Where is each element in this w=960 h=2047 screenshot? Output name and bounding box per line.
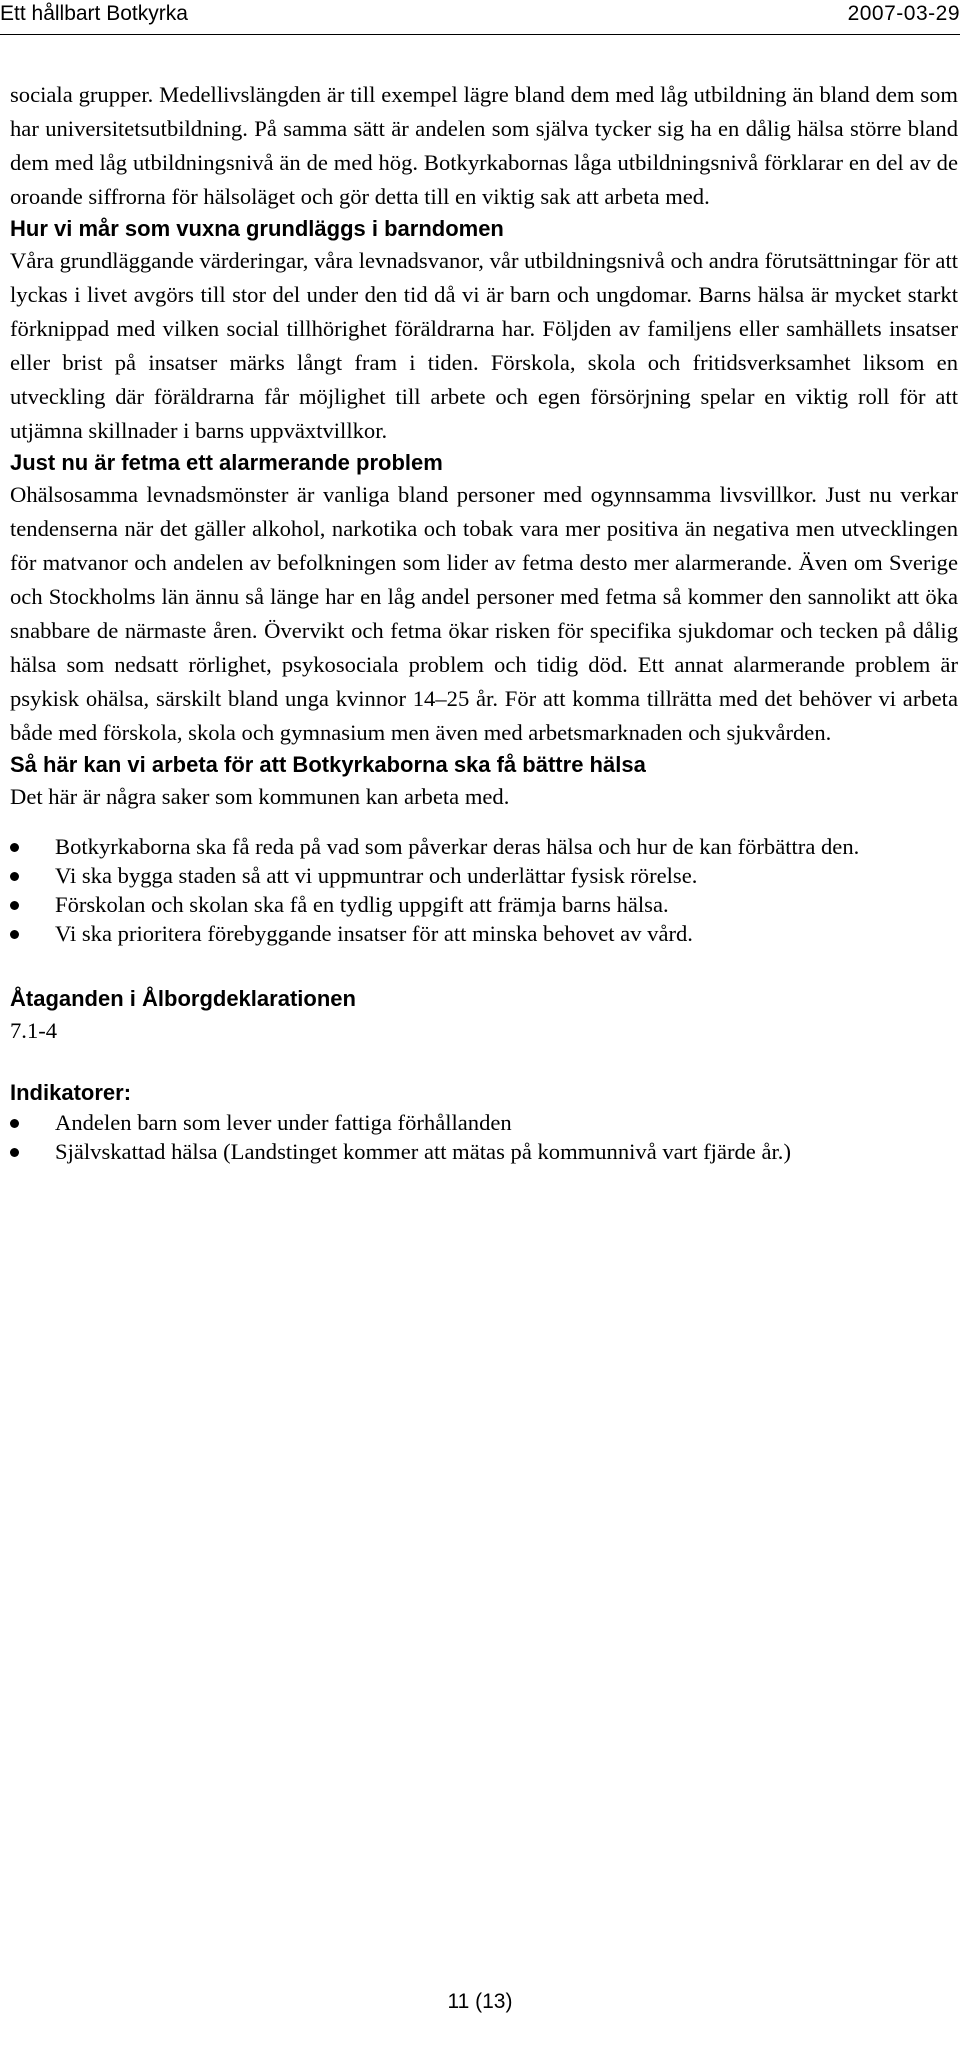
intro-paragraph: sociala grupper. Medellivslängden är till exempel lägre bland dem med låg utbildning än bland dem som har universitetsutbildning. På samma sätt är andelen som själva tycker sig ha en dålig hälsa större bland dem med låg utbildningsnivå än de med hög. Botkyrkabornas låga utbildningsnivå förklarar en del av de oroande siffrorna för hälsoläget och gör detta till en viktig sak att arbeta med. — [10, 82, 958, 209]
list-item — [10, 1137, 958, 1166]
list-item-text: Botkyrkaborna ska få reda på vad som påverkar deras hälsa och hur de kan förbättra den. — [55, 834, 860, 859]
list-item-text: Vi ska prioritera förebyggande insatser för att minska behovet av vård. — [55, 921, 693, 946]
list-item — [10, 890, 958, 919]
section-heading-obesity: Just nu är fetma ett alarmerande problem — [10, 450, 443, 475]
section-paragraph-childhood: Våra grundläggande värderingar, våra levnadsvanor, vår utbildningsnivå och andra förutsättningar för att lyckas i livet avgörs till stor del under den tid då vi är barn och ungdomar. Barns hälsa är mycket starkt förknippad med vilken social tillhörighet föräldrarna har. Följden av familjens eller samhällets insatser eller brist på insatser märks långt fram i tiden. Förskola, skola och fritidsverksamhet liksom en utveckling där föräldrarna får möjlighet till arbete och egen försörjning spelar en viktig roll för att utjämna skillnader i barns uppväxtvillkor. — [10, 248, 958, 443]
list-item — [10, 861, 958, 890]
list-item — [10, 832, 958, 861]
header-divider — [0, 34, 960, 35]
page-number: 11 (13) — [447, 1990, 513, 2013]
work-intro: Det här är några saker som kommunen kan arbeta med. — [10, 784, 510, 809]
section-heading-work: Så här kan vi arbeta för att Botkyrkaborna ska få bättre hälsa — [10, 752, 646, 777]
page-header — [0, 0, 960, 32]
bullet-icon — [10, 872, 19, 881]
bullet-icon — [10, 901, 19, 910]
section-heading-childhood: Hur vi mår som vuxna grundläggs i barndomen — [10, 216, 504, 241]
list-item-text: Självskattad hälsa (Landstinget kommer att mätas på kommunnivå vart fjärde år.) — [55, 1139, 791, 1164]
bullet-icon — [10, 843, 19, 852]
list-item — [10, 1108, 958, 1137]
section-paragraph-obesity: Ohälsosamma levnadsmönster är vanliga bland personer med ogynnsamma livsvillkor. Just nu verkar tendenserna när det gäller alkohol, narkotika och tobak vara mer positiva än negativa men utvecklingen för matvanor och andelen av befolkningen som lider av fetma desto mer alarmerande. Även om Sverige och Stockholms län ännu så länge har en låg andel personer med fetma så kommer den sannolikt att öka snabbare de närmaste åren. Övervikt och fetma ökar risken för specifika sjukdomar och tecken på dålig hälsa som nedsatt rörlighet, psykosociala problem och tidig död. Ett annat alarmerande problem är psykisk ohälsa, särskilt bland unga kvinnor 14–25 år. För att komma tillrätta med det behöver vi arbeta både med förskola, skola och gymnasium men även med arbetsmarknaden och sjukvården. — [10, 482, 958, 745]
list-item-text: Förskolan och skolan ska få en tydlig uppgift att främja barns hälsa. — [55, 892, 669, 917]
bullet-icon — [10, 1119, 19, 1128]
document-body — [10, 78, 958, 1166]
work-list — [10, 832, 958, 948]
bullet-icon — [10, 930, 19, 939]
list-item-text: Vi ska bygga staden så att vi uppmuntrar och underlättar fysisk rörelse. — [55, 863, 698, 888]
bullet-icon — [10, 1148, 19, 1157]
list-item — [10, 919, 958, 948]
commitments-heading: Åtaganden i Ålborgdeklarationen — [10, 986, 356, 1011]
indicators-list — [10, 1108, 958, 1166]
list-item-text: Andelen barn som lever under fattiga förhållanden — [55, 1110, 512, 1135]
document-date: 2007-03-29 — [847, 2, 960, 25]
document-title: Ett hållbart Botkyrka — [0, 2, 188, 25]
commitments-value: 7.1-4 — [10, 1018, 58, 1043]
indicators-heading: Indikatorer: — [10, 1080, 132, 1105]
